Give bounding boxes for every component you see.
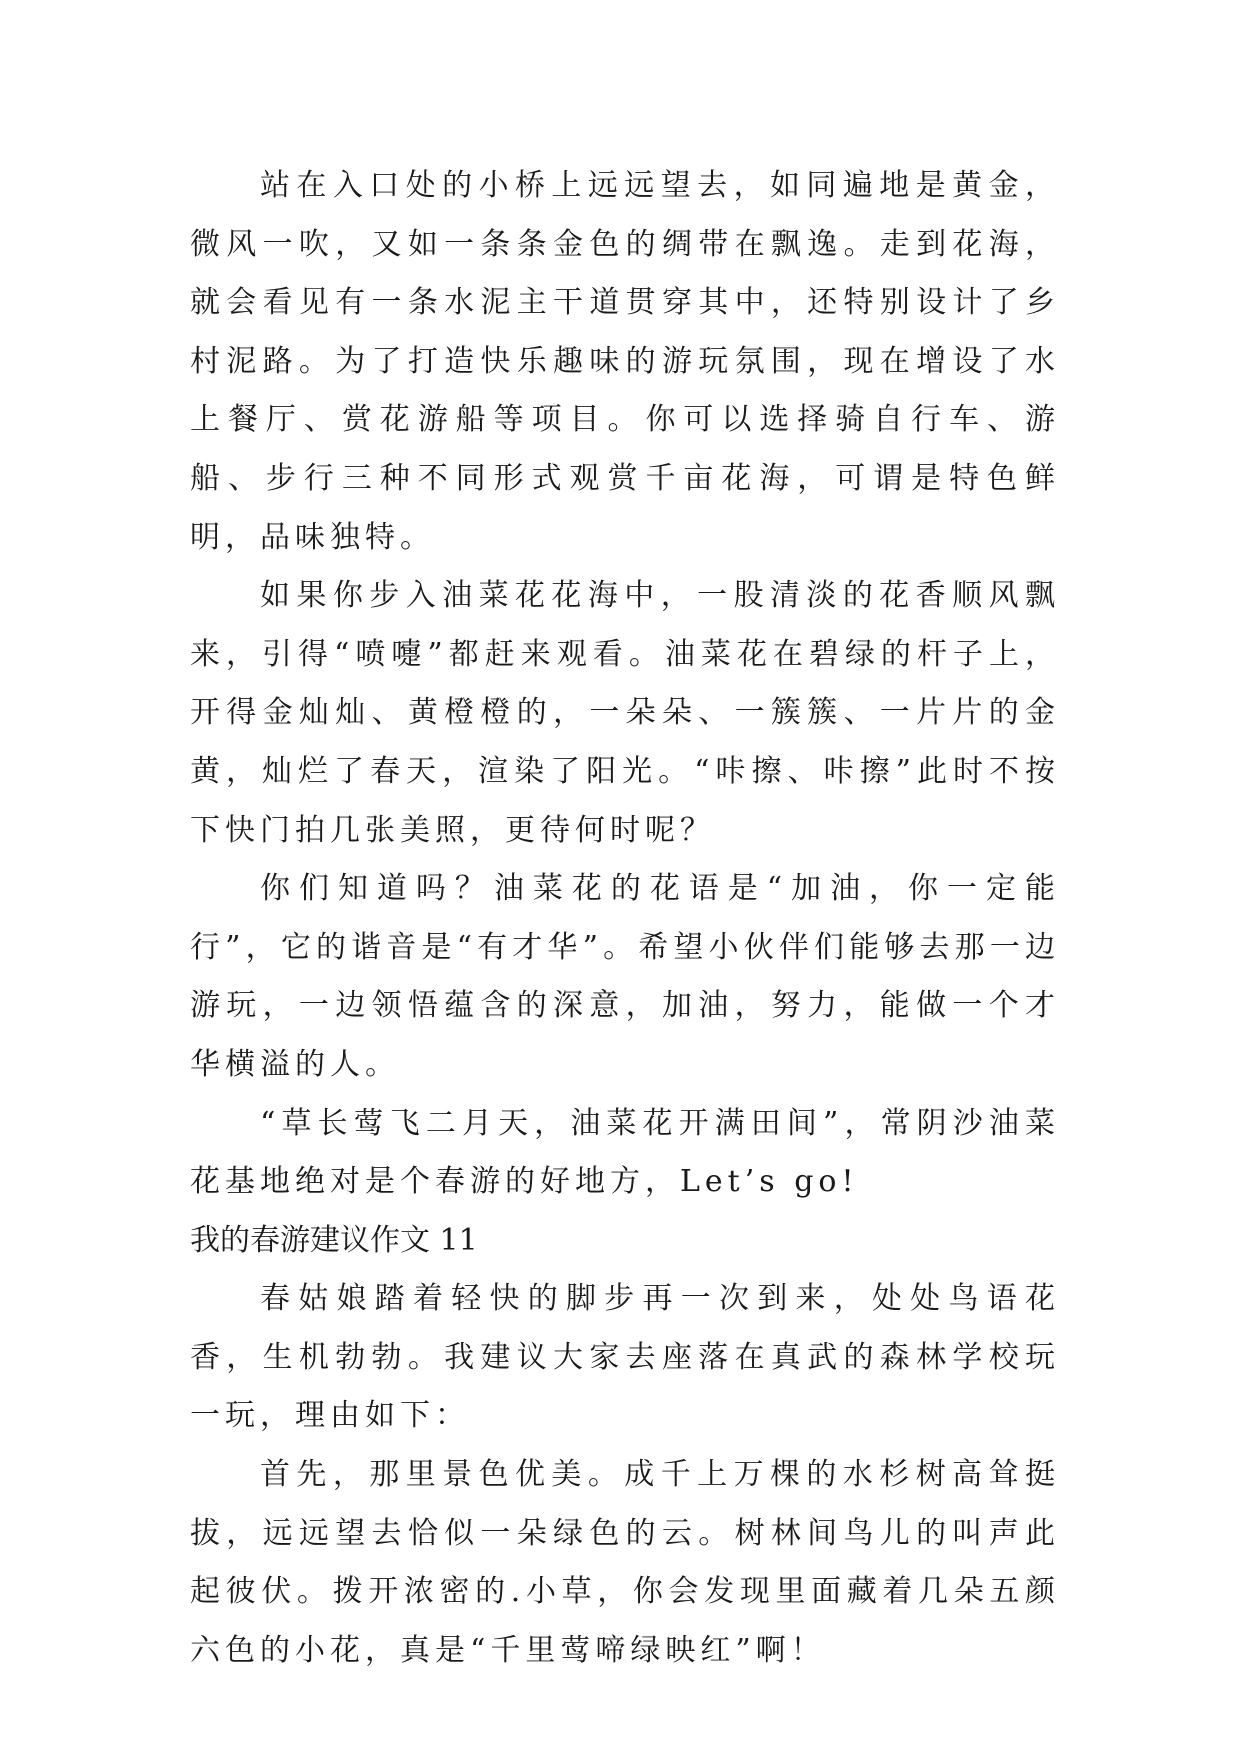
essay-heading: 我的春游建议作文 11 — [190, 1222, 478, 1258]
paragraph-flower-language: 你们知道吗？油菜花的花语是“加油，你一定能行”，它的谐音是“有才华”。希望小伙伴们能够去那一边游玩，一边领悟蕴含的深意，加油，努力，能做一个才华横溢的人。 — [190, 871, 1060, 1082]
paragraph-flower-sea: 如果你步入油菜花花海中，一股清淡的花香顺风飘来，引得“喷嚏”都赶来观看。油菜花在碧绿的杆子上，开得金灿灿、黄橙橙的，一朵朵、一簇簇、一片片的金黄，灿烂了春天，渲染了阳光。“咔擦、咔擦”此时不按下快门拍几张美照，更待何时呢？ — [190, 578, 1060, 848]
paragraph-scenery: 首先，那里景色优美。成千上万棵的水杉树高耸挺拔，远远望去恰似一朵绿色的云。树林间鸟儿的叫声此起彼伏。拨开浓密的.小草，你会发现里面藏着几朵五颜六色的小花，真是“千里莺啼绿映红”啊！ — [190, 1457, 1060, 1668]
paragraph-closing-invitation: “草长莺飞二月天，油菜花开满田间”，常阴沙油菜花基地绝对是个春游的好地方，Let’s go! — [190, 1105, 1060, 1200]
document-body — [190, 157, 1060, 1680]
paragraph-bridge-view: 站在入口处的小桥上远远望去，如同遍地是黄金，微风一吹，又如一条条金色的绸带在飘逸。走到花海，就会看见有一条水泥主干道贯穿其中，还特别设计了乡村泥路。为了打造快乐趣味的游玩氛围，现在增设了水上餐厅、赏花游船等项目。你可以选择骑自行车、游船、步行三种不同形式观赏千亩花海，可谓是特色鲜明，品味独特。 — [190, 168, 1060, 555]
paragraph-spring-arrival: 春姑娘踏着轻快的脚步再一次到来，处处鸟语花香，生机勃勃。我建议大家去座落在真武的森林学校玩一玩，理由如下： — [190, 1281, 1060, 1434]
